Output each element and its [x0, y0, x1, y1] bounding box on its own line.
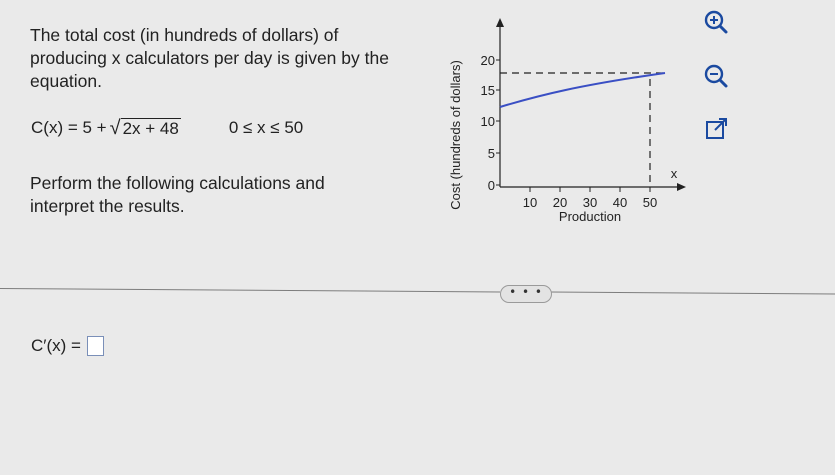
- x-axis-variable: x: [670, 166, 678, 181]
- instructions-line-1: Perform the following calculations and: [30, 173, 325, 193]
- answer-row: [31, 336, 104, 356]
- instructions-line-2: interpret the results.: [30, 196, 185, 216]
- y-ticks: [496, 60, 500, 185]
- answer-label: C′(x) =: [31, 336, 81, 355]
- divider: [0, 288, 835, 296]
- graph-ylabel: Cost (hundreds of dollars): [448, 60, 463, 210]
- formula-lhs: C(x) = 5 +: [31, 118, 107, 137]
- zoom-in-icon[interactable]: [702, 8, 730, 36]
- problem-line-3: equation.: [30, 71, 103, 91]
- cost-formula: [31, 118, 303, 138]
- more-button[interactable]: • • •: [500, 285, 552, 303]
- x-tick-label: 40: [612, 195, 628, 210]
- y-tick-label: 10: [480, 114, 495, 129]
- graph-xlabel: Production: [558, 209, 622, 224]
- x-tick-label: 30: [582, 195, 598, 210]
- formula-radicand: 2x + 48: [122, 119, 179, 138]
- y-tick-label: 20: [480, 53, 495, 68]
- y-tick-label: 5: [487, 146, 495, 161]
- formula-domain: 0 ≤ x ≤ 50: [228, 118, 304, 137]
- sqrt-expression: [110, 118, 181, 138]
- x-tick-label: 50: [642, 195, 658, 210]
- instructions: [30, 172, 390, 218]
- answer-input[interactable]: [87, 336, 104, 356]
- x-tick-label: 10: [522, 195, 538, 210]
- x-ticks: [530, 187, 650, 192]
- problem-statement: [30, 24, 450, 93]
- popout-icon[interactable]: [703, 115, 731, 143]
- y-tick-label: 15: [480, 83, 495, 98]
- problem-line-1: The total cost (in hundreds of dollars) of: [30, 25, 339, 45]
- zoom-out-icon[interactable]: [702, 62, 730, 90]
- cost-graph: [440, 15, 690, 230]
- x-tick-label: 20: [552, 195, 568, 210]
- x-axis-arrow: [677, 183, 686, 191]
- y-axis-arrow: [496, 18, 504, 27]
- y-tick-label: 0: [487, 178, 495, 193]
- problem-line-2: producing x calculators per day is given by the: [30, 48, 389, 68]
- cost-curve: [500, 73, 665, 107]
- sqrt-icon: √: [109, 117, 121, 139]
